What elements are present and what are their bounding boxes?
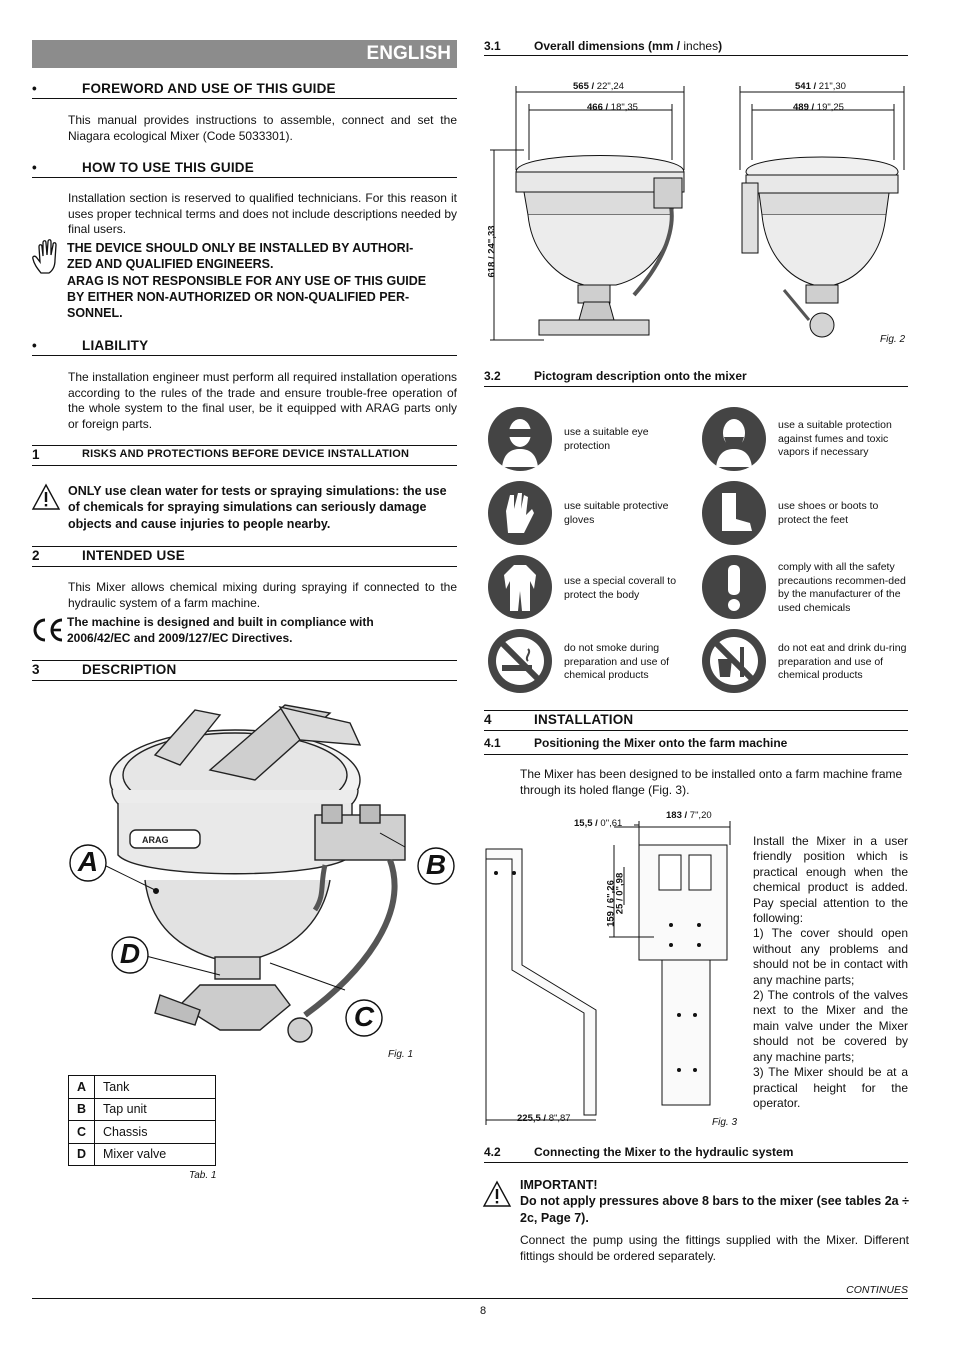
risks-warning: ONLY use clean water for tests or spraying simulations: the use of chemicals for spraying simulations can seriously damage objects and cause injuries to people nearby. bbox=[68, 484, 447, 531]
heading-bold: Overall dimensions (mm / bbox=[534, 39, 684, 53]
heading-text: LIABILITY bbox=[82, 338, 149, 353]
divider bbox=[484, 1162, 908, 1163]
section-number: 3.1 bbox=[484, 39, 501, 53]
heading-text: HOW TO USE THIS GUIDE bbox=[82, 160, 254, 175]
section-number: 4 bbox=[484, 712, 492, 727]
warning-line: ARAG IS NOT RESPONSIBLE FOR ANY USE OF THIS GUIDE bbox=[67, 273, 427, 288]
picto-text: use a suitable eye protection bbox=[564, 426, 649, 452]
section-number: 4.1 bbox=[484, 736, 501, 750]
heading-overall-dimensions bbox=[484, 39, 908, 55]
warning-line: THE DEVICE SHOULD ONLY BE INSTALLED BY AUTHORI- bbox=[67, 241, 414, 255]
boots-icon bbox=[702, 481, 766, 545]
dim-541 bbox=[795, 81, 846, 92]
bullet: • bbox=[32, 160, 37, 175]
heading-connecting bbox=[484, 1145, 908, 1161]
table-value: Tap unit bbox=[95, 1098, 216, 1121]
svg-text:ARAG: ARAG bbox=[142, 835, 169, 845]
page-number: 8 bbox=[480, 1305, 487, 1317]
pressure-warning bbox=[520, 1177, 910, 1226]
dim-inch: 8",87 bbox=[548, 1113, 571, 1124]
dim-618: 618 / 24",33 bbox=[486, 225, 498, 278]
language-label: ENGLISH bbox=[366, 43, 451, 64]
dim-mm: 15,5 / bbox=[574, 818, 601, 829]
table-value: Mixer valve bbox=[95, 1143, 216, 1166]
warning-line: SONNEL. bbox=[67, 306, 123, 321]
divider bbox=[484, 730, 908, 731]
warning-triangle-icon bbox=[32, 483, 60, 511]
picto-text: do not smoke during preparation and use of chemical products bbox=[564, 642, 670, 682]
dim-mm: 225,5 / bbox=[517, 1113, 549, 1124]
table-row bbox=[69, 1098, 216, 1121]
table-key: C bbox=[69, 1121, 95, 1144]
language-banner bbox=[32, 40, 457, 68]
heading-text: INSTALLATION bbox=[534, 712, 634, 727]
section-number: 3 bbox=[32, 662, 40, 677]
picto-text: use shoes or boots to protect the feet bbox=[778, 500, 879, 526]
ce-mark-icon bbox=[31, 617, 65, 643]
divider bbox=[32, 660, 457, 661]
divider bbox=[32, 177, 457, 178]
dim-565 bbox=[573, 81, 624, 92]
heading-text: Pictogram description onto the mixer bbox=[534, 369, 747, 383]
instruction-paragraph: 3) The Mixer should be at a practical height for the operator. bbox=[753, 1065, 908, 1110]
instruction-paragraph: 2) The controls of the valves next to the Mixer and the main valve under the Mixer should not be covered by any machine parts; bbox=[753, 988, 908, 1064]
picto-text: do not eat and drink du-ring preparation and use of chemical products bbox=[778, 642, 907, 682]
dim-inch: 21",30 bbox=[818, 81, 846, 92]
dim-466 bbox=[587, 102, 638, 113]
section-number: 2 bbox=[32, 548, 40, 563]
heading-positioning bbox=[484, 736, 908, 752]
tab1-caption: Tab. 1 bbox=[189, 1170, 217, 1181]
table-value: Chassis bbox=[95, 1121, 216, 1144]
heading-text: Connecting the Mixer to the hydraulic system bbox=[534, 1145, 794, 1159]
callout-d-label: D bbox=[119, 938, 141, 969]
dim-mm: 466 / bbox=[587, 102, 611, 113]
dim-mm: 489 / bbox=[793, 102, 817, 113]
callout-a-label: A bbox=[77, 846, 99, 877]
dim-inch: 0",61 bbox=[600, 818, 623, 829]
warning-triangle-icon bbox=[483, 1180, 511, 1208]
table-key: B bbox=[69, 1098, 95, 1121]
divider bbox=[32, 566, 457, 567]
heading-how-to-use bbox=[32, 160, 457, 178]
picto-text: use a special coverall to protect the body bbox=[564, 575, 677, 601]
dim-225-5 bbox=[517, 1113, 571, 1124]
instruction-paragraph: 1) The cover should open without any problems and should not be in contact with any machine parts; bbox=[753, 926, 908, 987]
warning-line: ZED AND QUALIFIED ENGINEERS. bbox=[67, 257, 274, 272]
dim-489 bbox=[793, 102, 844, 113]
table-key: A bbox=[69, 1076, 95, 1099]
heading-text: DESCRIPTION bbox=[82, 662, 177, 677]
bracket-drawing bbox=[484, 815, 744, 1125]
heading-installation bbox=[484, 712, 908, 730]
dim-mm: 541 / bbox=[795, 81, 819, 92]
hand-stop-icon bbox=[32, 240, 62, 274]
dim-inch: 19",25 bbox=[816, 102, 844, 113]
heading-unit: inches bbox=[683, 39, 719, 53]
no-eating-icon bbox=[702, 629, 766, 693]
section-number: 3.2 bbox=[484, 369, 501, 383]
heading-intended-use bbox=[32, 548, 457, 566]
heading-liability bbox=[32, 338, 457, 356]
dim-183 bbox=[666, 810, 712, 821]
divider bbox=[32, 355, 457, 356]
gloves-icon bbox=[488, 481, 552, 545]
divider bbox=[32, 445, 457, 446]
dim-inch: 7",20 bbox=[689, 810, 712, 821]
fig1-caption: Fig. 1 bbox=[388, 1049, 414, 1060]
heading-text: INTENDED USE bbox=[82, 548, 185, 563]
callout-b-label: B bbox=[425, 849, 447, 880]
liability-text: The installation engineer must perform all required installation operations according to the rules of the trade and ensure trouble-free operation of the whole system to the final user, be it equipped with ARAG parts only or foreign parts. bbox=[68, 370, 457, 431]
picto-text: use a suitable protection against fumes and toxic vapors if necessary bbox=[778, 419, 892, 459]
positioning-instructions bbox=[753, 834, 908, 1111]
table-row bbox=[69, 1143, 216, 1166]
heading-risks bbox=[32, 448, 457, 464]
connecting-text: Connect the pump using the fittings supplied with the Mixer. Different fittings should be ordered separately. bbox=[520, 1233, 909, 1263]
dimensions-drawing bbox=[484, 80, 908, 345]
divider bbox=[484, 710, 908, 711]
divider bbox=[484, 55, 908, 56]
section-number: 1 bbox=[32, 447, 40, 462]
positioning-text: The Mixer has been designed to be installed onto a farm machine frame through its holed flange (Fig. 3). bbox=[520, 767, 903, 797]
picto-text: comply with all the safety precautions recommen-ded by the manufacturer of the used chemicals bbox=[778, 561, 906, 614]
how-to-text: Installation section is reserved to qualified technicians. For this reason it uses proper technical terms and does not include descriptions needed by final users. bbox=[68, 191, 457, 236]
dim-mm: 565 / bbox=[573, 81, 597, 92]
parts-table bbox=[68, 1075, 216, 1166]
gas-mask-icon bbox=[702, 407, 766, 471]
heading-foreword bbox=[32, 81, 457, 99]
dim-15-5 bbox=[574, 818, 622, 829]
continues-label: CONTINUES bbox=[846, 1284, 908, 1296]
important-label: IMPORTANT! bbox=[520, 1178, 598, 1192]
intended-use-text: This Mixer allows chemical mixing during spraying if connected to the hydraulic system of a farm machine. bbox=[68, 580, 457, 610]
dim-inch: 22",24 bbox=[596, 81, 624, 92]
warning-text: Do not apply pressures above 8 bars to the mixer (see tables 2a ÷ 2c, Page 7). bbox=[520, 1194, 909, 1225]
divider bbox=[32, 98, 457, 99]
picto-text: use suitable protective gloves bbox=[564, 500, 669, 526]
bullet: • bbox=[32, 81, 37, 96]
table-row bbox=[69, 1076, 216, 1099]
section-number: 4.2 bbox=[484, 1145, 501, 1159]
heading-text: RISKS AND PROTECTIONS BEFORE DEVICE INSTALLATION bbox=[82, 448, 410, 460]
divider bbox=[484, 386, 908, 387]
table-row bbox=[69, 1121, 216, 1144]
divider bbox=[32, 546, 457, 547]
callout-c-label: C bbox=[353, 1001, 375, 1032]
dim-159: 159 / 6",26 bbox=[605, 880, 617, 927]
divider bbox=[32, 680, 457, 681]
heading-description bbox=[32, 662, 457, 680]
bullet: • bbox=[32, 338, 37, 353]
heading-end: ) bbox=[718, 39, 723, 53]
dim-25: 25 / 0",98 bbox=[614, 872, 626, 915]
ce-compliance-text: The machine is designed and built in compliance with 2006/42/EC and 2009/127/EC Directives. bbox=[67, 615, 374, 645]
table-key: D bbox=[69, 1143, 95, 1166]
mixer-illustration bbox=[60, 695, 460, 1055]
heading-text: FOREWORD AND USE OF THIS GUIDE bbox=[82, 81, 336, 96]
foreword-text: This manual provides instructions to assemble, connect and set the Niagara ecological Mixer (Code 5033301). bbox=[68, 113, 457, 143]
heading-text: Positioning the Mixer onto the farm machine bbox=[534, 736, 788, 750]
instruction-paragraph: Install the Mixer in a user friendly position which is practical enough when the chemical product is added. Pay special attention to the following: bbox=[753, 834, 908, 926]
divider bbox=[32, 465, 457, 466]
coverall-icon bbox=[488, 555, 552, 619]
footer-divider bbox=[32, 1298, 908, 1299]
exclamation-icon bbox=[702, 555, 766, 619]
dim-inch: 18",35 bbox=[610, 102, 638, 113]
dim-mm: 183 / bbox=[666, 810, 690, 821]
no-smoking-icon bbox=[488, 629, 552, 693]
fig3-caption: Fig. 3 bbox=[712, 1117, 738, 1128]
fig2-caption: Fig. 2 bbox=[880, 334, 906, 345]
heading-text bbox=[534, 39, 722, 53]
heading-pictograms bbox=[484, 369, 908, 385]
divider bbox=[484, 754, 908, 755]
eye-protection-icon bbox=[488, 407, 552, 471]
installer-warning bbox=[67, 240, 462, 321]
table-value: Tank bbox=[95, 1076, 216, 1099]
warning-line: BY EITHER NON-AUTHORIZED OR NON-QUALIFIED PER- bbox=[67, 289, 410, 304]
